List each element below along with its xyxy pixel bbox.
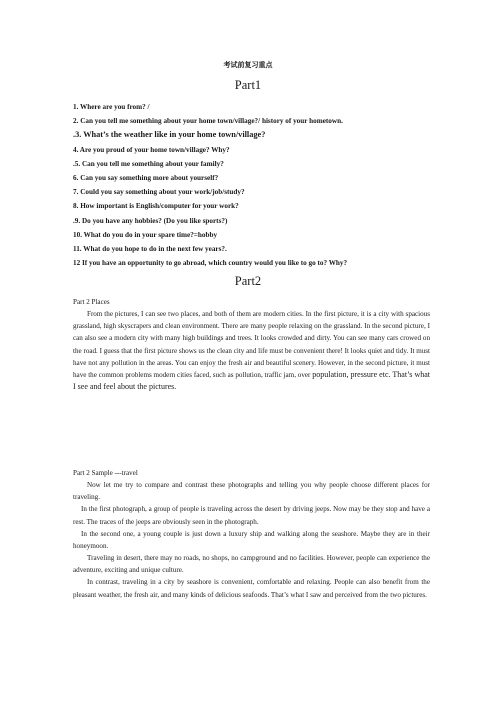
travel-paragraph: Now let me try to compare and contrast these photographs and telling you why people choose different places for traveling. <box>73 481 430 502</box>
travel-section <box>73 467 430 601</box>
question-item: 6. Can you say something more about yourself? <box>73 174 219 183</box>
part2-heading: Part2 <box>234 274 262 288</box>
document-title: 考试前复习重点 <box>223 61 273 69</box>
question-item: .5. Can you tell me something about your family? <box>73 159 224 168</box>
travel-paragraph: Traveling in desert, there may no roads, no shops, no campground and no facilities. However, people can experience the adventure, exciting and unique culture. <box>73 554 430 575</box>
places-body-text: From the pictures, I can see two places, and both of them are modern cities. In the first picture, it is a city with spacious grassland, high skyscrapers and clean environment. There are many people relaxing on the grassland. In the second picture, I can also see a modern city with many high buildings and trees. It looks crowded and dirty. You can see many cars crowed on the road. I guess that the first picture shows us the clean city and life must be convenient there! It looks quiet and tidy. It must have not any pollution in the areas. You can enjoy the fresh air and beautiful scenery. However, in the second picture, it must have the common problems modern cities faced, such as pollution, traffic jam, over <box>73 310 430 379</box>
places-label: Part 2 Places <box>73 298 110 306</box>
travel-paragraph: In the second one, a young couple is just down a luxury ship and walking along the seashore. Maybe they are in their honeymoon. <box>73 529 430 550</box>
travel-label: Part 2 Sample ---travel <box>73 469 138 477</box>
question-item: 2. Can you tell me something about your home town/village?/ history of your hometown. <box>73 117 343 126</box>
question-item: 8. How important is English/computer for your work? <box>73 202 239 211</box>
question-item: 10. What do you do in your spare time?=hobby <box>73 230 218 239</box>
places-body-end: population, pressure etc. That’s what I see and feel about the pictures. <box>73 369 431 392</box>
question-item: .9. Do you have any hobbies? (Do you like sports?) <box>73 216 228 225</box>
question-item: 12 If you have an opportunity to go abroad, which country would you like to go to? Why? <box>73 259 348 268</box>
part1-question-list <box>73 100 433 270</box>
question-item: 11. What do you hope to do in the next few years?. <box>73 245 227 254</box>
question-item: 7. Could you say something about your work/job/study? <box>73 188 245 197</box>
places-body <box>73 308 430 393</box>
question-item: 4. Are you proud of your home town/village? Why? <box>73 145 230 154</box>
travel-paragraph: In contrast, traveling in a city by seashore is convenient, comfortable and relaxing. People can also benefit from the pleasant weather, the fresh air, and many kinds of delicious seafoods. That’s what I saw and perceived from the two pictures. <box>73 578 430 599</box>
places-section <box>73 296 430 393</box>
question-item: .3. What’s the weather like in your home town/village? <box>73 130 266 140</box>
travel-paragraph: In the first photograph, a group of people is traveling across the desert by driving jeeps. Now may be they stop and have a rest. The traces of the jeeps are obviously seen in the photograph. <box>73 505 430 526</box>
part1-heading: Part1 <box>234 78 262 92</box>
question-item: 1. Where are you from? / <box>73 103 150 111</box>
